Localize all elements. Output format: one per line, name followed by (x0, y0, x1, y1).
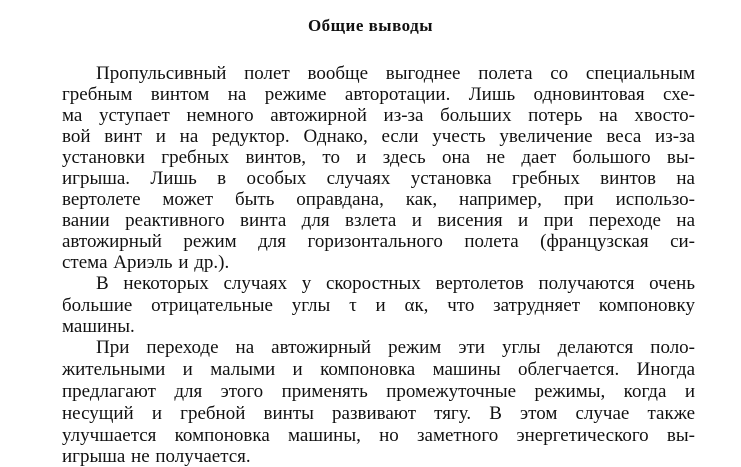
paragraph-3-line: жительными и малыми и компоновка машины облегчается. Иногда (62, 359, 695, 380)
paragraph-1-line: автожирный режим для горизонтального полета (французская си- (62, 231, 695, 252)
paragraph-3-line: предлагают для этого применять промежуточные режимы, когда и (62, 381, 695, 402)
paragraph-3-line: игрыша не получается. (62, 446, 251, 467)
paragraph-1-line: стема Ариэль и др.). (62, 252, 230, 273)
paragraph-2-line: машины. (62, 316, 135, 337)
paragraph-1-line: Пропульсивный полет вообще выгоднее полета со специальным (96, 63, 695, 84)
paragraph-1-line: ма уступает немного автожирной из-за больших потерь на хвосто- (62, 105, 695, 126)
paragraph-1-line: вертолете может быть оправдана, как, например, при использо- (62, 189, 695, 210)
paragraph-2-line: большие отрицательные углы τ и αк, что затрудняет компоновку (62, 295, 695, 316)
paragraph-1-line: гребным винтом на режиме авторотации. Лишь одновинтовая схе- (62, 84, 695, 105)
section-title: Общие выводы (307, 16, 434, 35)
paragraph-2-line: В некоторых случаях у скоростных вертолетов получаются очень (96, 273, 695, 294)
paragraph-3-line: При переходе на автожирный режим эти углы делаются поло- (96, 337, 695, 358)
paragraph-1-line: вой винт и на редуктор. Однако, если учесть увеличение веса из-за (62, 126, 695, 147)
paragraph-3-line: несущий и гребной винты развивают тягу. В этом случае также (62, 403, 695, 424)
paragraph-1-line: установки гребных винтов, то и здесь она не дает большого вы- (62, 147, 695, 168)
paragraph-3-line: улучшается компоновка машины, но заметного энергетического вы- (62, 425, 695, 446)
paragraph-1-line: игрыша. Лишь в особых случаях установка гребных винтов на (62, 168, 695, 189)
paragraph-1-line: вании реактивного винта для взлета и висения и при переходе на (62, 210, 695, 231)
